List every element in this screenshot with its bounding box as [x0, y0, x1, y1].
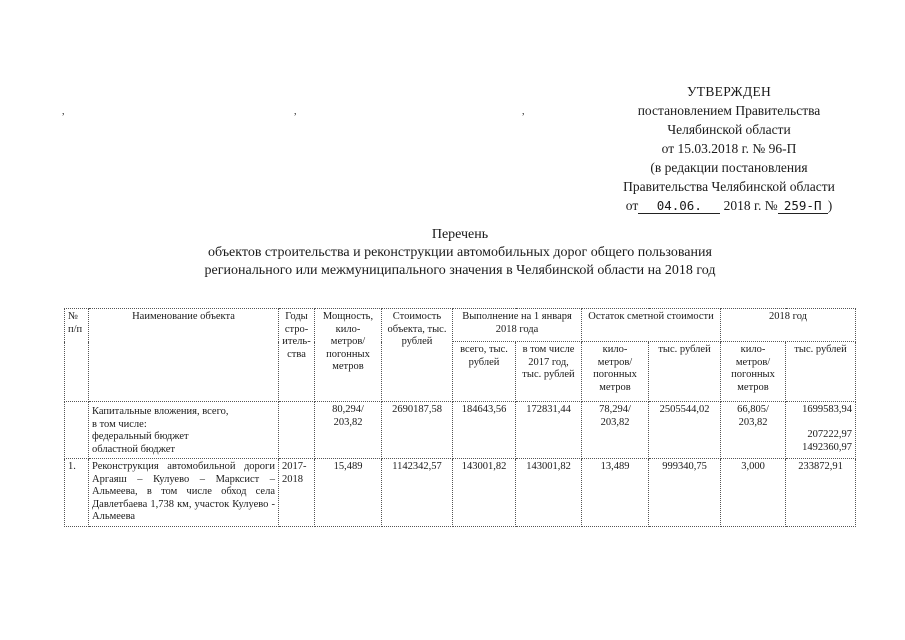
cell-done-2017: 172831,44: [516, 402, 582, 459]
header-name: Наименование объекта: [89, 309, 279, 402]
cell-remain-rub: 999340,75: [649, 459, 721, 527]
title-line: Перечень: [431, 227, 489, 242]
header-done-total: всего, тыс. рублей: [453, 342, 516, 402]
approval-date-line: [596, 196, 862, 215]
stray-mark: ,: [522, 106, 525, 117]
cell-years: [279, 402, 315, 459]
table-row: [65, 459, 856, 527]
approval-line: Челябинской области: [667, 122, 791, 137]
cell-done-2017: 143001,82: [516, 459, 582, 527]
cell-remain-km: 78,294/ 203,82: [582, 402, 649, 459]
header-2018-rub: тыс. рублей: [786, 342, 856, 402]
approval-heading: УТВЕРЖДЕН: [686, 84, 772, 99]
cell-remain-rub: 2505544,02: [649, 402, 721, 459]
header-2018: 2018 год: [721, 309, 856, 342]
cell-capacity: 80,294/ 203,82: [315, 402, 382, 459]
cell-num: [65, 402, 89, 459]
cell-num: 1.: [65, 459, 89, 527]
cell-2018-km: 66,805/ 203,82: [721, 402, 786, 459]
approval-line: от 15.03.2018 г. № 96-П: [661, 141, 797, 156]
stray-mark: ,: [294, 106, 297, 117]
stray-mark: ,: [62, 106, 65, 117]
cell-name: Реконструкция автомобильной дороги Аргаяш – Кулуево – Марксист – Альмеева, в том числе обход села Давлетбаева 1,738 км, участок Кулуево - Альмеева: [89, 459, 279, 527]
approval-number-field: 259-П: [778, 198, 828, 214]
objects-table: [64, 308, 856, 527]
cell-cost: 1142342,57: [382, 459, 453, 527]
cell-done-total: 143001,82: [453, 459, 516, 527]
title-line: объектов строительства и реконструкции автомобильных дорог общего пользования: [208, 245, 712, 260]
header-cost: Стоимость объекта, тыс. рублей: [382, 309, 453, 402]
cell-2018-rub: 1699583,94 207222,97 1492360,97: [786, 402, 856, 459]
cell-name: Капитальные вложения, всего, в том числе: федеральный бюджет областной бюджет: [89, 402, 279, 459]
cell-years: 2017- 2018: [279, 459, 315, 527]
cell-2018-rub: 233872,91: [786, 459, 856, 527]
table-header-row: [65, 309, 856, 342]
header-capacity: Мощность, кило- метров/ погонных метров: [315, 309, 382, 402]
header-remain-rub: тыс. рублей: [649, 342, 721, 402]
approval-year-label: 2018 г. №: [723, 198, 778, 213]
document-title: [110, 226, 810, 280]
header-done: Выполнение на 1 января 2018 года: [453, 309, 582, 342]
table-row: [65, 402, 856, 459]
header-num: № п/п: [65, 309, 89, 402]
cell-remain-km: 13,489: [582, 459, 649, 527]
approval-line: постановлением Правительства: [637, 103, 821, 118]
approval-from-label: от: [625, 198, 639, 213]
header-2018-km: кило- метров/ погонных метров: [721, 342, 786, 402]
cell-cost: 2690187,58: [382, 402, 453, 459]
approval-line: (в редакции постановления: [650, 160, 808, 175]
cell-capacity: 15,489: [315, 459, 382, 527]
approval-line: Правительства Челябинской области: [623, 179, 835, 194]
header-done-2017: в том числе 2017 год, тыс. рублей: [516, 342, 582, 402]
title-line: регионального или межмуниципального значения в Челябинской области на 2018 год: [204, 263, 716, 278]
cell-done-total: 184643,56: [453, 402, 516, 459]
header-remain: Остаток сметной стоимости: [582, 309, 721, 342]
header-remain-km: кило- метров/ погонных метров: [582, 342, 649, 402]
header-years: Годы стро- итель- ства: [279, 309, 315, 402]
cell-2018-km: 3,000: [721, 459, 786, 527]
approval-date-field: 04.06.: [638, 198, 720, 214]
approval-stamp: [596, 82, 862, 215]
approval-close-paren: ): [827, 198, 833, 213]
